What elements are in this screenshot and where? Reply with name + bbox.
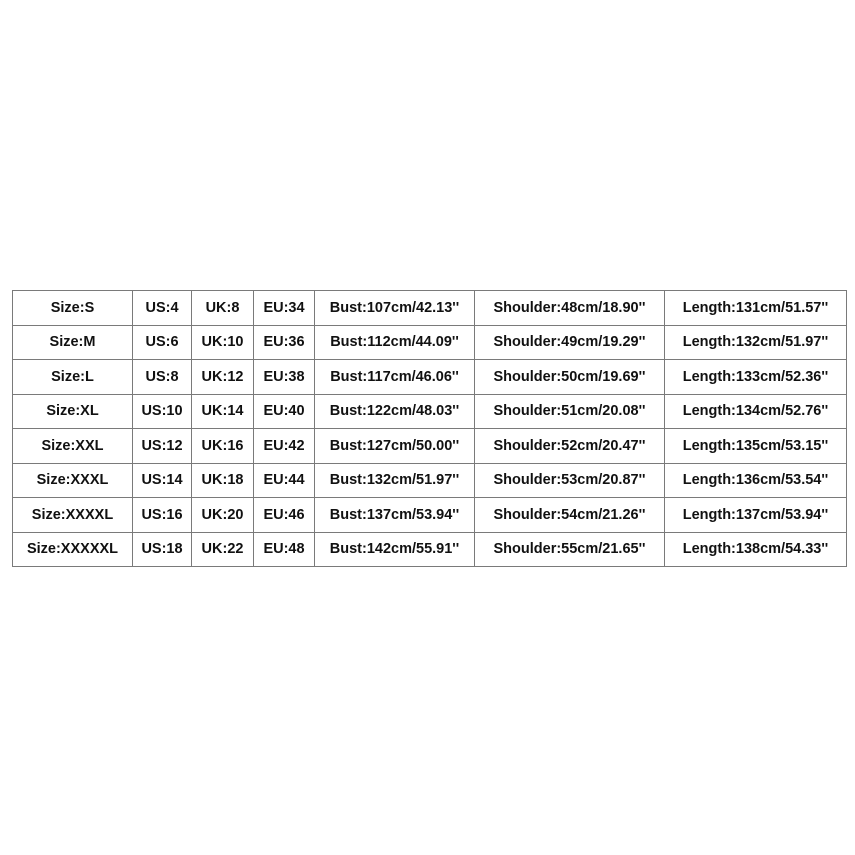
uk-size-cell: UK:18 [192, 463, 254, 498]
length-cell: Length:138cm/54.33'' [665, 532, 847, 567]
bust-cell: Bust:137cm/53.94'' [315, 498, 475, 533]
uk-size-cell: UK:10 [192, 325, 254, 360]
table-row [13, 532, 847, 567]
bust-cell: Bust:122cm/48.03'' [315, 394, 475, 429]
us-size-cell: US:16 [133, 498, 192, 533]
eu-size-cell: EU:34 [254, 291, 315, 326]
bust-cell: Bust:142cm/55.91'' [315, 532, 475, 567]
table-row [13, 429, 847, 464]
bust-cell: Bust:127cm/50.00'' [315, 429, 475, 464]
table-row [13, 394, 847, 429]
us-size-cell: US:4 [133, 291, 192, 326]
shoulder-cell: Shoulder:48cm/18.90'' [475, 291, 665, 326]
length-cell: Length:134cm/52.76'' [665, 394, 847, 429]
table-row [13, 463, 847, 498]
size-cell: Size:M [13, 325, 133, 360]
shoulder-cell: Shoulder:55cm/21.65'' [475, 532, 665, 567]
eu-size-cell: EU:36 [254, 325, 315, 360]
size-chart-table [12, 290, 847, 567]
us-size-cell: US:8 [133, 360, 192, 395]
us-size-cell: US:14 [133, 463, 192, 498]
size-cell: Size:S [13, 291, 133, 326]
bust-cell: Bust:117cm/46.06'' [315, 360, 475, 395]
eu-size-cell: EU:42 [254, 429, 315, 464]
length-cell: Length:137cm/53.94'' [665, 498, 847, 533]
length-cell: Length:133cm/52.36'' [665, 360, 847, 395]
size-cell: Size:XXXXXL [13, 532, 133, 567]
table-row [13, 325, 847, 360]
uk-size-cell: UK:14 [192, 394, 254, 429]
table-row [13, 498, 847, 533]
bust-cell: Bust:132cm/51.97'' [315, 463, 475, 498]
us-size-cell: US:10 [133, 394, 192, 429]
us-size-cell: US:18 [133, 532, 192, 567]
us-size-cell: US:6 [133, 325, 192, 360]
size-cell: Size:XXXXL [13, 498, 133, 533]
length-cell: Length:131cm/51.57'' [665, 291, 847, 326]
eu-size-cell: EU:48 [254, 532, 315, 567]
shoulder-cell: Shoulder:53cm/20.87'' [475, 463, 665, 498]
size-cell: Size:XXL [13, 429, 133, 464]
shoulder-cell: Shoulder:51cm/20.08'' [475, 394, 665, 429]
table-row [13, 291, 847, 326]
bust-cell: Bust:112cm/44.09'' [315, 325, 475, 360]
length-cell: Length:136cm/53.54'' [665, 463, 847, 498]
eu-size-cell: EU:44 [254, 463, 315, 498]
shoulder-cell: Shoulder:50cm/19.69'' [475, 360, 665, 395]
length-cell: Length:132cm/51.97'' [665, 325, 847, 360]
eu-size-cell: EU:46 [254, 498, 315, 533]
uk-size-cell: UK:22 [192, 532, 254, 567]
shoulder-cell: Shoulder:54cm/21.26'' [475, 498, 665, 533]
length-cell: Length:135cm/53.15'' [665, 429, 847, 464]
uk-size-cell: UK:12 [192, 360, 254, 395]
uk-size-cell: UK:8 [192, 291, 254, 326]
uk-size-cell: UK:16 [192, 429, 254, 464]
eu-size-cell: EU:40 [254, 394, 315, 429]
table-row [13, 360, 847, 395]
uk-size-cell: UK:20 [192, 498, 254, 533]
eu-size-cell: EU:38 [254, 360, 315, 395]
size-cell: Size:XL [13, 394, 133, 429]
size-cell: Size:L [13, 360, 133, 395]
bust-cell: Bust:107cm/42.13'' [315, 291, 475, 326]
us-size-cell: US:12 [133, 429, 192, 464]
shoulder-cell: Shoulder:52cm/20.47'' [475, 429, 665, 464]
shoulder-cell: Shoulder:49cm/19.29'' [475, 325, 665, 360]
size-cell: Size:XXXL [13, 463, 133, 498]
